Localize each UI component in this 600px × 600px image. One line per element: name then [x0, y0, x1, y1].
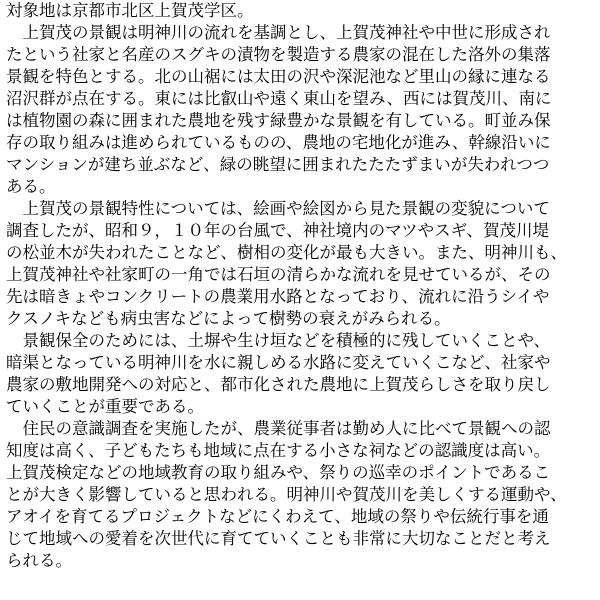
text-line: の松並木が失われたことなど、樹相の変化が最も大きい。また、明神川も、 [6, 243, 567, 262]
text-line: 上賀茂の景観は明神川の流れを基調とし、上賀茂神社や中世に形成され [6, 23, 551, 42]
text-line: られる。 [6, 551, 72, 570]
text-line: 対象地は京都市北区上賀茂学区。 [6, 1, 254, 20]
text-line: クスノキなども病虫害などによって樹勢の衰えがみられる。 [6, 309, 451, 328]
text-line: とが大きく影響していると思われる。明神川や賀茂川を美しくする運動や、 [6, 485, 567, 504]
text-line: は植物園の森に囲まれた農地を残す緑豊かな景観を有している。町並み保 [6, 111, 551, 130]
text-line: 上賀茂検定などの地域教育の取り組みや、祭りの巡幸のポイントであるこ [6, 463, 551, 482]
text-line: じて地域への愛着を次世代に育てていくことも非常に大切なことだと考え [6, 529, 551, 548]
text-line: 景観保全のためには、土塀や生け垣などを積極的に残していくことや、 [6, 331, 551, 350]
text-line: 上賀茂神社や社家町の一角では石垣の清らかな流れを見せているが、その [6, 265, 551, 284]
text-line: 沼沢群が点在する。東には比叡山や遠く東山を望み、西には賀茂川、南に [6, 89, 552, 108]
text-line: 景観を特色とする。北の山裾には太田の沢や深泥池など里山の縁に連なる [6, 67, 551, 86]
text-line: ていくことが重要である。 [6, 397, 204, 416]
text-line: 調査したが、昭和９，１０年の台風で、神社境内のマツやスギ、賀茂川堤 [6, 221, 550, 240]
text-line: マンションが建ち並ぶなど、緑の眺望に囲まれたたたずまいが失われつつ [6, 155, 550, 174]
text-line: 暗渠となっている明神川を水に親しめる水路に変えていくこなど、社家や [6, 353, 551, 372]
text-line: 住民の意識調査を実施したが、農業従事者は勤め人に比べて景観への認 [6, 419, 551, 438]
text-line: アオイを育てるプロジェクトなどにくわえて、地域の祭りや伝統行事を通 [6, 507, 549, 526]
text-line: ある。 [6, 177, 56, 196]
text-line: たという社家と名産のスグキの漬物を製造する農家の混在した洛外の集落 [6, 45, 551, 64]
text-line: 知度は高く、子どもたちも地域に点在する小さな祠などの認識度は高い。 [6, 441, 551, 460]
text-line: 農家の敷地開発への対応と、都市化された農地に上賀茂らしさを取り戻し [6, 375, 551, 394]
text-line: 上賀茂の景観特性については、絵画や絵図から見た景観の変貌について [6, 199, 550, 218]
text-line: 存の取り組みは進められているものの、農地の宅地化が進み、幹線沿いに [6, 133, 551, 152]
text-line: 先は暗きょやコンクリートの農業用水路となっており、流れに沿うシイや [6, 287, 550, 306]
